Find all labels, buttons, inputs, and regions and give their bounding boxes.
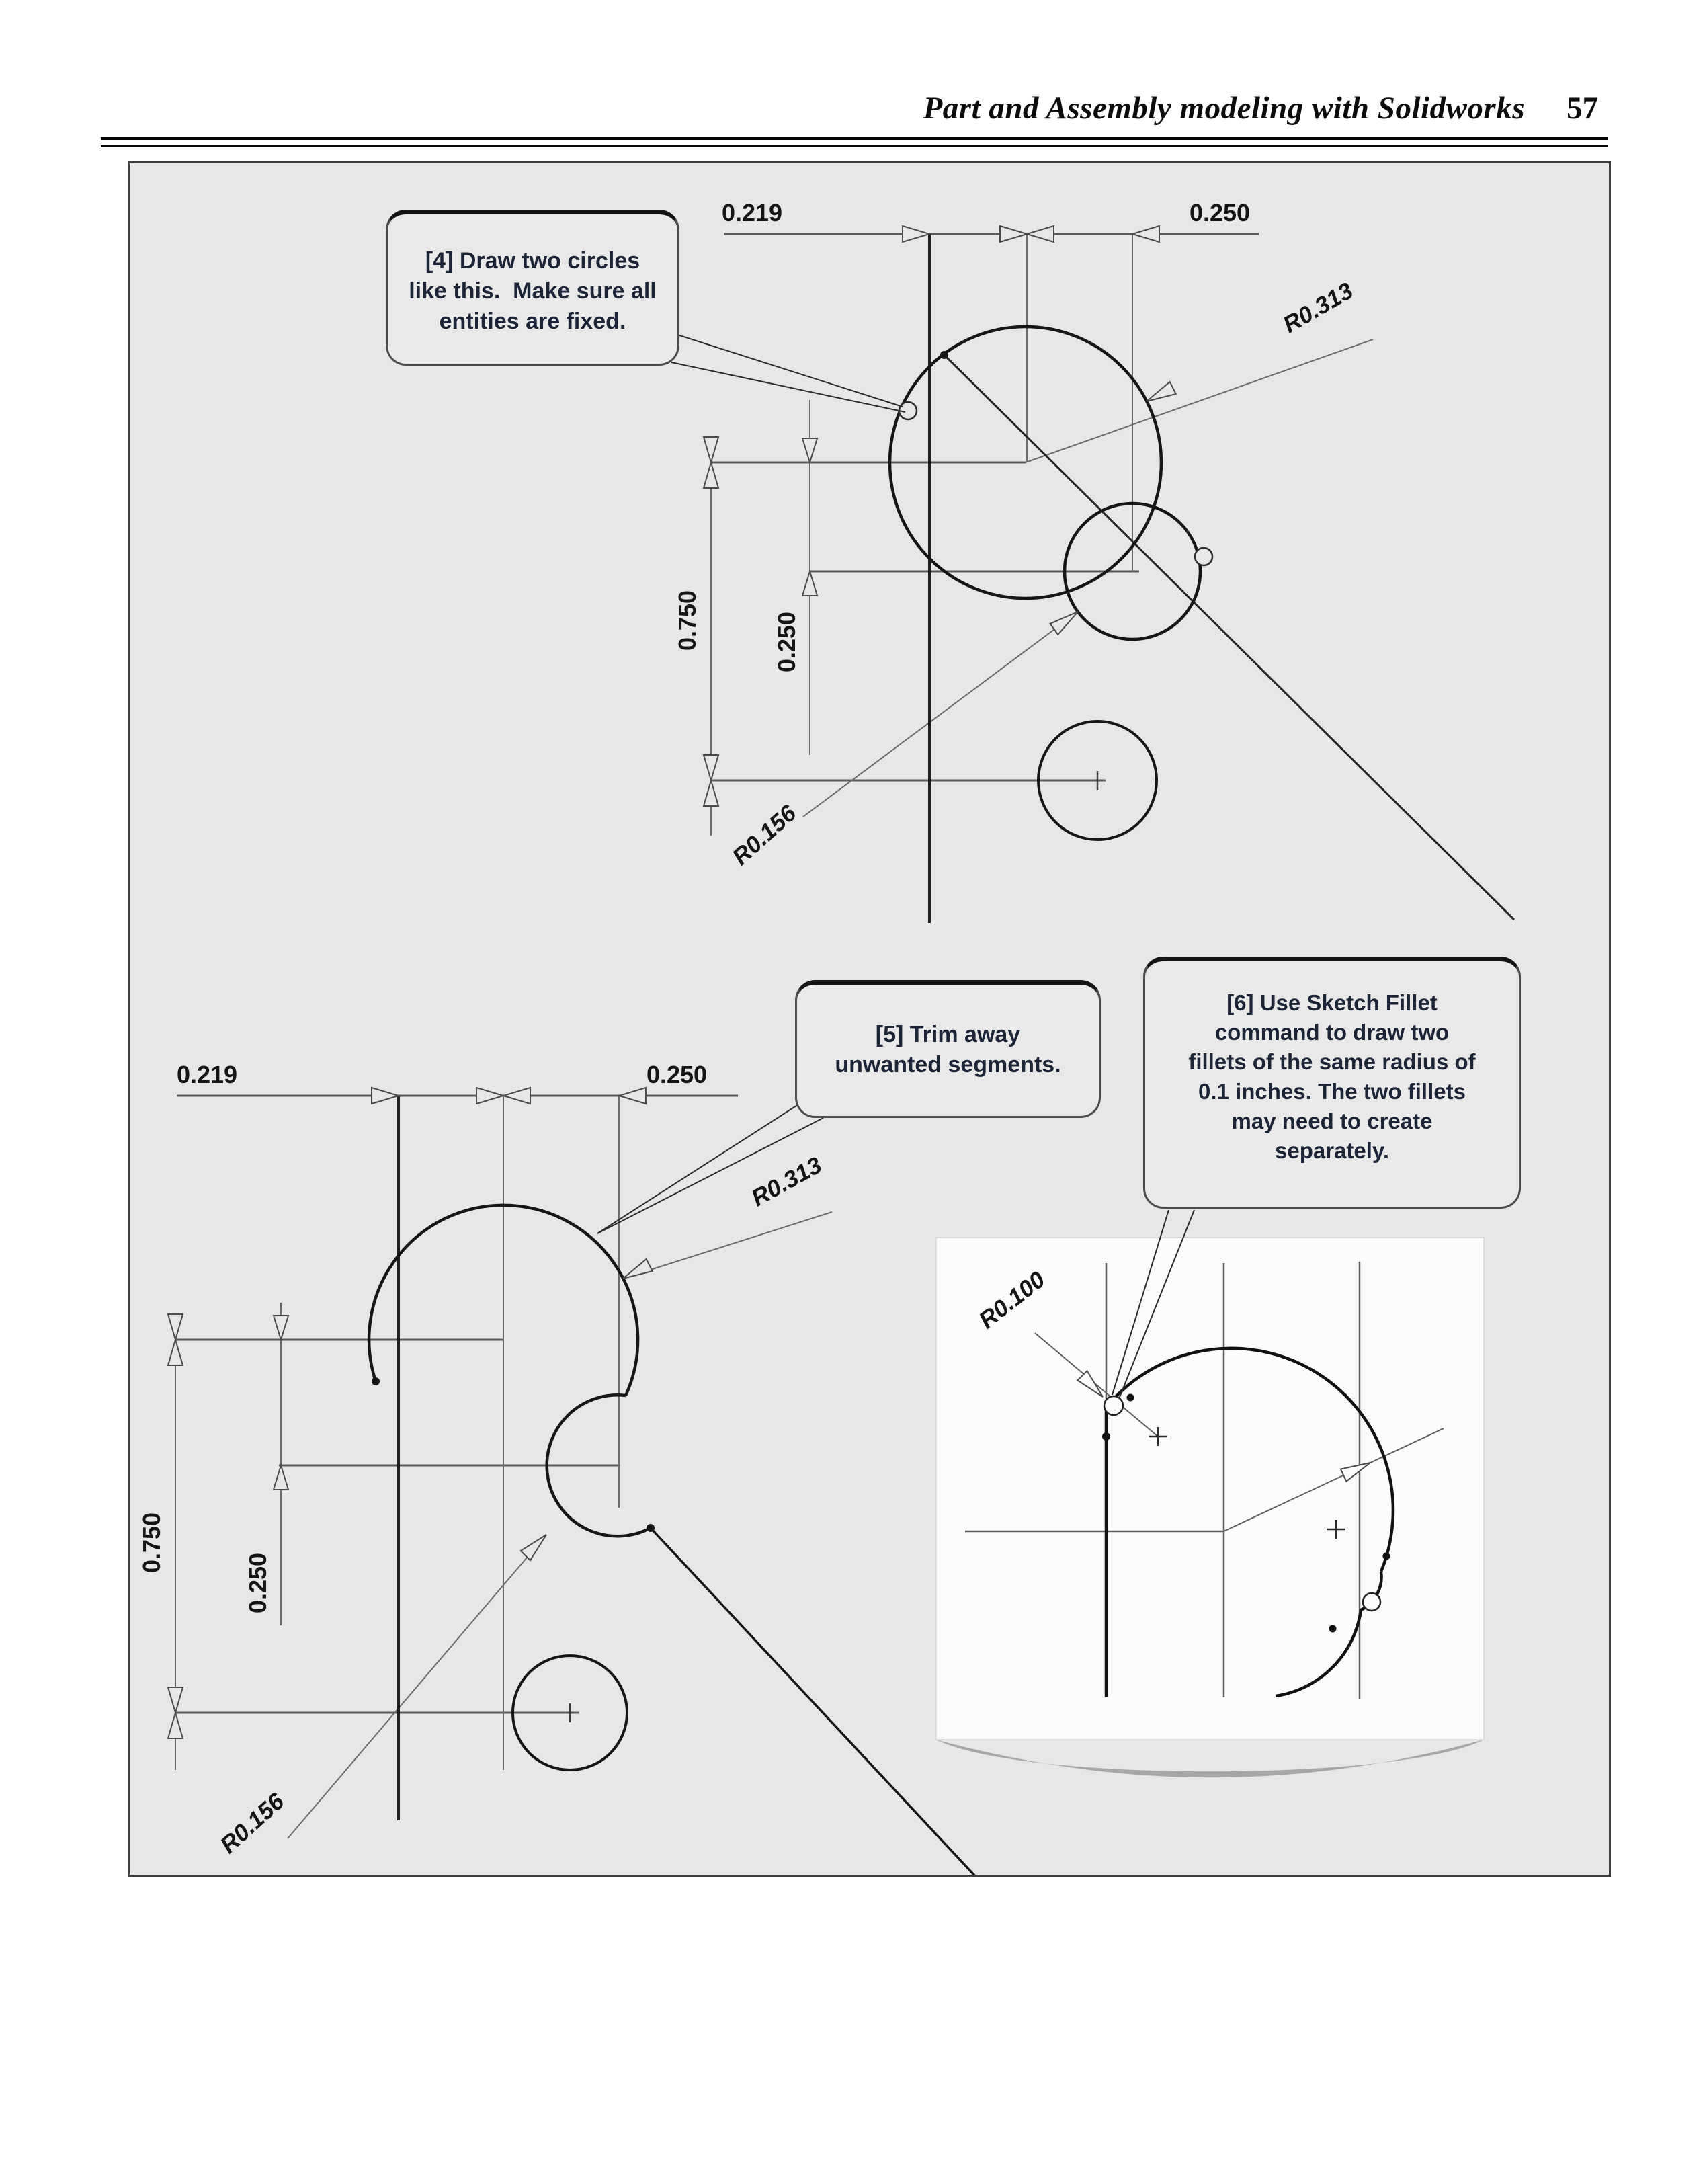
endpoint-dot <box>372 1377 380 1385</box>
dimension-arrows <box>168 1088 653 1738</box>
leader-r0156 <box>288 1535 546 1838</box>
dim-radius-small: R0.156 <box>727 800 802 871</box>
callout-step6 <box>1143 957 1521 1209</box>
fillet-inset <box>936 1210 1484 1777</box>
open-point-marker <box>1195 548 1212 565</box>
callout-line: may need to create <box>1231 1108 1433 1133</box>
callout-text-bold: Sketch Fillet <box>1306 990 1438 1015</box>
callout-line: 0.1 inches. The two fillets <box>1198 1079 1466 1104</box>
callout-line: [4] Draw two circles <box>425 248 640 274</box>
leader-r0313 <box>623 1212 832 1279</box>
leader-r0313 <box>1026 339 1373 462</box>
figure-panel <box>128 161 1611 1877</box>
header-rule-bottom <box>101 145 1608 147</box>
dim-width-right: 0.250 <box>646 1061 708 1088</box>
callout-line: entities are fixed. <box>439 309 626 334</box>
callout-step4 <box>386 210 679 366</box>
callout-line: fillets of the same radius of <box>1188 1049 1476 1074</box>
fillet-point-marker-1 <box>1104 1396 1123 1415</box>
dim-radius-big: R0.313 <box>1278 277 1358 339</box>
endpoint-dot <box>940 351 948 359</box>
dim-height-tall: 0.750 <box>673 590 701 651</box>
callout-line: [5] Trim away <box>875 1022 1021 1047</box>
dim-height-tall: 0.750 <box>138 1512 165 1574</box>
callout-text-prefix: [6] Use <box>1226 990 1307 1015</box>
fillet-point-marker-2 <box>1363 1593 1380 1611</box>
page-curl-shadow <box>936 1740 1484 1777</box>
dim-radius-fillet: R0.100 <box>974 1266 1050 1334</box>
bottom-drawing <box>138 1061 975 1875</box>
callout-line: unwanted segments. <box>835 1052 1061 1078</box>
callout-line: like this. Make sure all <box>409 278 657 304</box>
dim-width-right: 0.250 <box>1189 199 1251 227</box>
dim-radius-small: R0.156 <box>215 1788 290 1859</box>
dim-height-short: 0.250 <box>773 611 800 673</box>
dim-radius-big: R0.313 <box>747 1151 827 1212</box>
dim-height-short: 0.250 <box>244 1552 272 1614</box>
callout4-leader <box>671 335 905 412</box>
inset-page <box>936 1238 1484 1740</box>
top-drawing <box>671 199 1514 923</box>
dim-width-left: 0.219 <box>721 199 783 227</box>
endpoint-dot <box>647 1524 655 1532</box>
dim-width-left: 0.219 <box>176 1061 238 1088</box>
header-rule-top <box>101 137 1608 140</box>
trimmed-diagonal-line <box>651 1528 975 1875</box>
callout-line: command to draw two <box>1214 1020 1450 1045</box>
diagonal-construction-line <box>944 355 1514 920</box>
callout-line: separately. <box>1275 1138 1389 1163</box>
leader-r0156 <box>803 612 1078 817</box>
callout-line <box>1145 988 1519 1018</box>
page-header <box>0 90 1598 126</box>
running-head-title: Part and Assembly modeling with Solidworks <box>923 91 1525 126</box>
page-number: 57 <box>1567 91 1598 126</box>
callout-step5 <box>795 980 1101 1118</box>
dimension-arrows <box>704 226 1176 806</box>
